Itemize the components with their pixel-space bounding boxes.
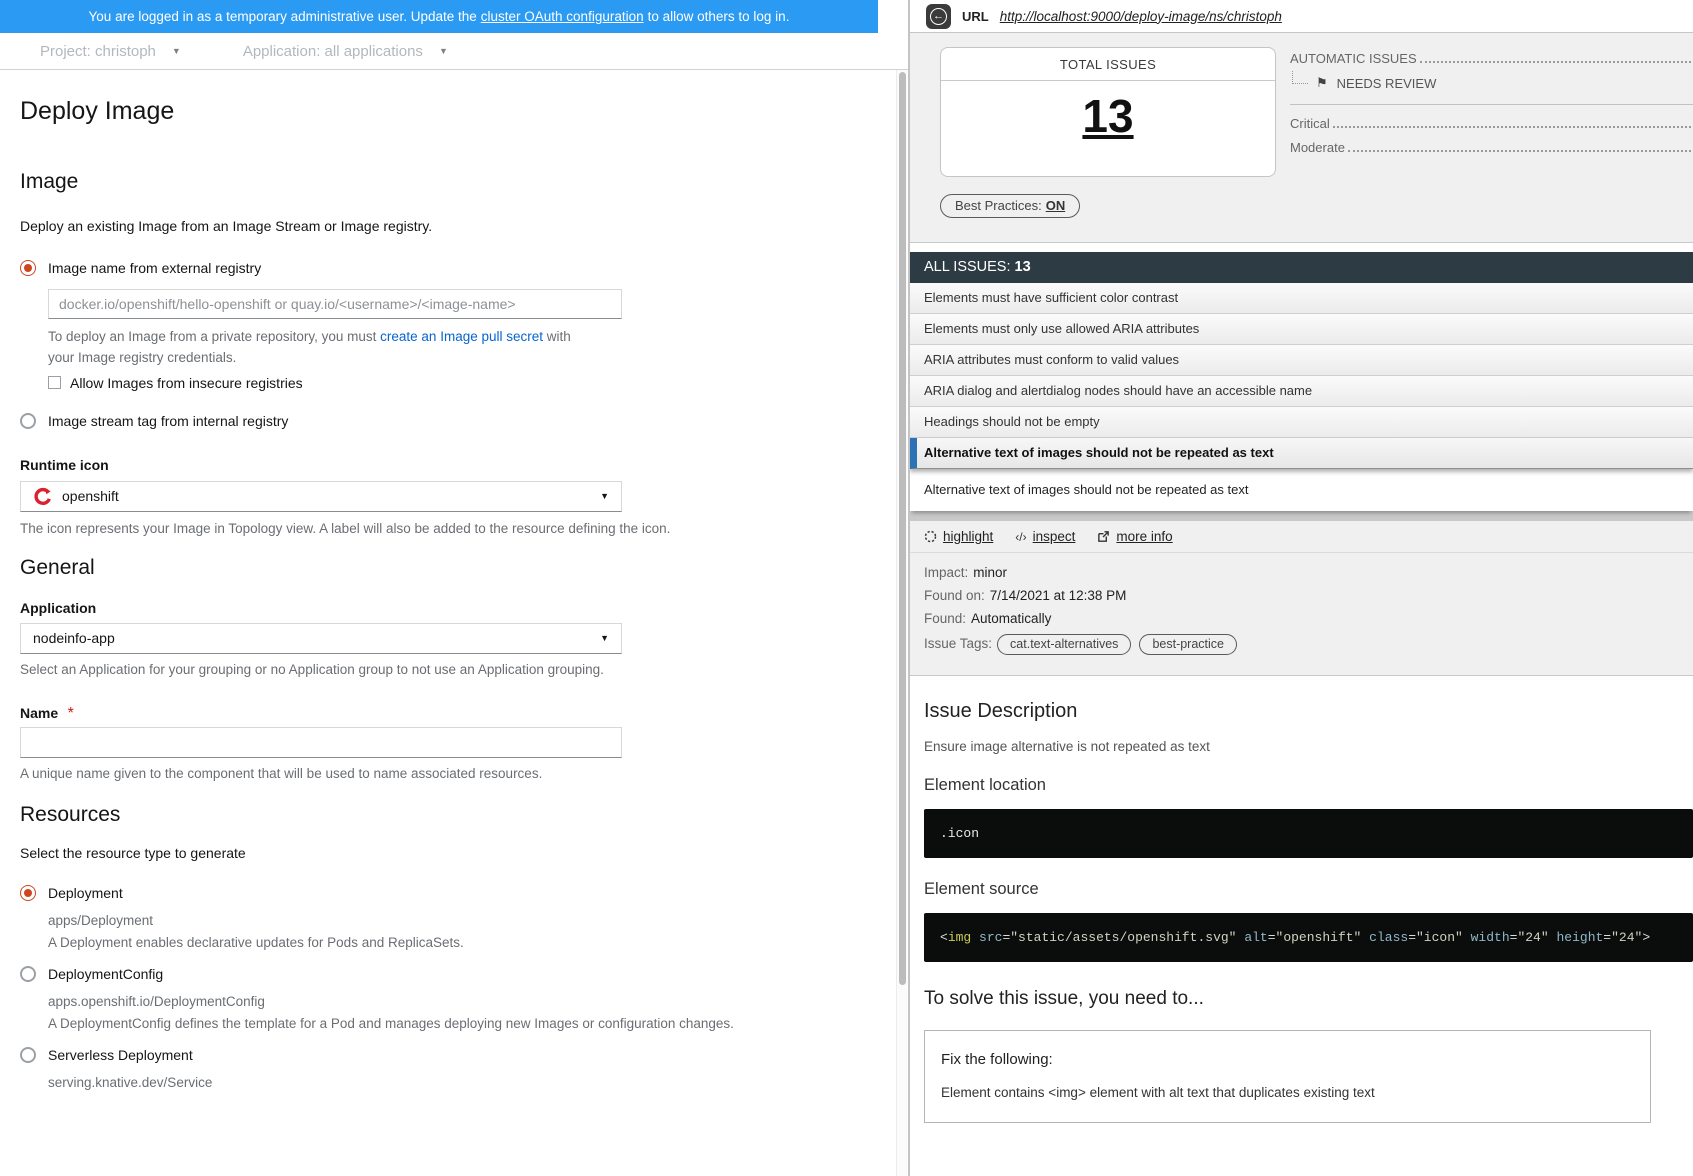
needs-review-row [1292, 75, 1693, 91]
highlight-icon [924, 530, 937, 543]
chevron-down-icon: ▼ [600, 491, 609, 502]
chevron-down-icon: ▼ [171, 46, 181, 56]
issue-tag-pill: best-practice [1139, 634, 1237, 655]
found-on-row [924, 588, 1679, 603]
resource-option-label: Deployment [48, 884, 123, 901]
issue-description-text: Ensure image alternative is not repeated as text [924, 739, 1210, 754]
code-token: width [1470, 930, 1510, 945]
best-practices-label: Best Practices: [955, 198, 1042, 213]
back-arrow-icon: ← [930, 8, 947, 25]
tested-url-link[interactable]: http://localhost:9000/deploy-image/ns/christoph [999, 8, 1282, 24]
project-selector-label: Project: christoph [40, 42, 156, 60]
checkbox-unchecked-icon [48, 376, 61, 389]
section-divider [910, 511, 1693, 521]
code-token [1361, 930, 1369, 945]
spacer [910, 243, 1693, 252]
application-label: Application [20, 599, 97, 616]
page-title: Deploy Image [20, 97, 175, 125]
external-link-icon [1097, 530, 1110, 543]
moderate-row [1290, 140, 1693, 155]
project-selector[interactable] [40, 43, 181, 60]
best-practices-state: ON [1045, 198, 1066, 213]
application-selector-label: Application: all applications [242, 42, 423, 60]
radio-resource-option[interactable] [20, 1047, 908, 1063]
code-token: "24" [1611, 930, 1643, 945]
all-issues-count: 13 [1014, 259, 1031, 275]
image-section-heading: Image [20, 170, 79, 193]
application-dropdown[interactable] [20, 623, 622, 654]
issue-list [910, 283, 1693, 469]
insecure-registries-checkbox[interactable] [48, 375, 908, 391]
runtime-icon-value: openshift [62, 488, 119, 505]
url-bar [910, 0, 1693, 33]
resources-section-heading: Resources [20, 802, 121, 826]
code-token: = [1509, 930, 1518, 945]
image-name-input[interactable] [48, 289, 622, 319]
highlight-label: highlight [943, 529, 994, 544]
issue-actions [910, 521, 1693, 553]
found-row [924, 611, 1679, 626]
issue-tags-row [924, 634, 1679, 655]
radio-image-external-registry[interactable] [20, 260, 908, 276]
fix-instructions-box [924, 1030, 1651, 1123]
runtime-icon-dropdown[interactable] [20, 481, 622, 512]
deploy-image-form [0, 70, 908, 1090]
stats-divider [1290, 104, 1693, 105]
name-help: A unique name given to the component that will be used to name associated resources. [20, 765, 543, 781]
inspect-label: inspect [1032, 529, 1076, 544]
resource-type-options [20, 885, 908, 1090]
total-issues-label: TOTAL ISSUES [941, 48, 1275, 81]
pull-secret-help [48, 327, 593, 369]
code-token: < [940, 930, 948, 945]
radio-label: Image stream tag from internal registry [48, 412, 289, 429]
general-section-heading: General [20, 555, 95, 579]
resource-option-description: A Deployment enables declarative updates for Pods and ReplicaSets. [48, 934, 464, 950]
more-info-label: more info [1116, 529, 1173, 544]
resource-option-label: DeploymentConfig [48, 965, 164, 982]
fix-text: Element contains <img> element with alt text that duplicates existing text [941, 1085, 1375, 1100]
code-token: = [1408, 930, 1416, 945]
inspect-action[interactable] [1015, 529, 1075, 544]
flag-icon: ⚑ [1316, 75, 1328, 90]
code-token: "icon" [1416, 930, 1463, 945]
found-on-label: Found on: [924, 588, 985, 603]
issue-tag-list [997, 634, 1237, 655]
name-label: Name [20, 704, 59, 721]
code-token [971, 930, 979, 945]
issue-description-section [910, 700, 1693, 1123]
dotted-leader [1348, 150, 1693, 152]
radio-unselected-icon [20, 413, 36, 429]
automatic-issues-row [1290, 51, 1693, 66]
code-token: img [947, 930, 972, 945]
banner-text-after: to allow others to log in. [647, 9, 790, 24]
automatic-issues-label: AUTOMATIC ISSUES [1290, 51, 1417, 66]
code-token: "24" [1517, 930, 1549, 945]
help-text-after: with your Image registry credentials. [48, 329, 571, 365]
needs-review-label: NEEDS REVIEW [1336, 75, 1437, 91]
runtime-icon-label: Runtime icon [20, 456, 109, 473]
application-value: nodeinfo-app [33, 630, 115, 647]
critical-label: Critical [1290, 116, 1330, 131]
chevron-down-icon: ▼ [600, 633, 609, 644]
chevron-down-icon: ▼ [438, 46, 448, 56]
found-value: Automatically [971, 611, 1052, 626]
issue-list-item[interactable]: Elements must have sufficient color contrast [910, 283, 1693, 314]
code-token [1463, 930, 1471, 945]
url-label: URL [962, 8, 989, 24]
radio-resource-option[interactable] [20, 885, 908, 901]
cluster-oauth-link[interactable]: cluster OAuth configuration [480, 9, 644, 24]
element-source-heading: Element source [924, 880, 1039, 898]
total-issues-card [940, 47, 1276, 177]
code-token: = [1267, 930, 1276, 945]
radio-unselected-icon [20, 966, 36, 982]
element-source-code [924, 913, 1693, 962]
all-issues-header [910, 252, 1693, 283]
code-token: height [1556, 930, 1604, 945]
impact-row [924, 565, 1679, 580]
context-toolbar [0, 33, 908, 70]
fix-heading: Fix the following: [941, 1051, 1053, 1068]
resource-option-api: apps/Deployment [48, 912, 154, 928]
resource-option-api: apps.openshift.io/DeploymentConfig [48, 993, 265, 1009]
element-location-heading: Element location [924, 776, 1046, 794]
radio-selected-icon [20, 260, 36, 276]
create-pull-secret-link[interactable]: create an Image pull secret [380, 329, 543, 344]
issue-detail-meta-section [910, 521, 1693, 676]
image-section-description: Deploy an existing Image from an Image Stream or Image registry. [20, 218, 433, 234]
code-token: > [1642, 930, 1651, 945]
radio-unselected-icon [20, 1047, 36, 1063]
name-input[interactable] [20, 727, 622, 758]
issues-summary-section [910, 33, 1693, 243]
radio-selected-icon [20, 885, 36, 901]
code-token: = [1603, 930, 1612, 945]
resource-option-description: A DeploymentConfig defines the template for a Pod and manages deploying new Images or configuration changes. [48, 1015, 734, 1031]
code-token: class [1369, 930, 1409, 945]
dotted-leader [1420, 61, 1693, 63]
login-info-banner [0, 0, 878, 33]
all-issues-label: ALL ISSUES: [924, 259, 1011, 275]
critical-row [1290, 116, 1693, 131]
solve-heading: To solve this issue, you need to... [924, 988, 1204, 1009]
moderate-label: Moderate [1290, 140, 1345, 155]
issue-breakdown [1290, 47, 1693, 177]
code-token: "openshift" [1275, 930, 1362, 945]
resource-option-api: serving.knative.dev/Service [48, 1074, 213, 1090]
required-asterisk: * [67, 704, 74, 722]
checkbox-label: Allow Images from insecure registries [70, 374, 303, 391]
accessibility-tool-pane [910, 0, 1693, 1176]
dotted-leader [1333, 126, 1693, 128]
resource-option-label: Serverless Deployment [48, 1046, 193, 1063]
back-button[interactable] [926, 4, 951, 29]
application-help: Select an Application for your grouping or no Application group to not use an Application grouping. [20, 661, 604, 677]
resources-description: Select the resource type to generate [20, 844, 246, 861]
impact-label: Impact: [924, 565, 969, 580]
help-text-before: To deploy an Image from a private repository, you must [48, 329, 381, 344]
element-location-code: .icon [924, 809, 1693, 858]
code-token: = [1002, 930, 1011, 945]
openshift-logo-icon [33, 487, 52, 506]
code-token: src [979, 930, 1003, 945]
found-on-value: 7/14/2021 at 12:38 PM [989, 588, 1127, 603]
found-label: Found: [924, 611, 967, 626]
left-pane-scrollbar[interactable] [896, 70, 907, 1176]
code-inspect-icon: ‹/› [1015, 529, 1027, 544]
best-practices-toggle[interactable] [940, 194, 1080, 218]
radio-resource-option[interactable] [20, 966, 908, 982]
radio-image-internal-registry[interactable] [20, 413, 908, 429]
banner-text-before: You are logged in as a temporary administrative user. Update the [88, 9, 477, 24]
issue-list-item[interactable]: Elements must only use allowed ARIA attributes [910, 314, 1693, 345]
application-selector[interactable] [243, 43, 448, 60]
issue-tags-label: Issue Tags: [924, 636, 993, 652]
issue-list-item[interactable]: ARIA dialog and alertdialog nodes should have an accessible name [910, 376, 1693, 407]
radio-label: Image name from external registry [48, 260, 262, 276]
total-issues-count[interactable]: 13 [1082, 90, 1134, 142]
issue-list-item-selected[interactable]: Alternative text of images should not be repeated as text [910, 438, 1693, 469]
issue-description-heading: Issue Description [924, 700, 1078, 722]
impact-value: minor [973, 565, 1008, 580]
issue-detail-title: Alternative text of images should not be repeated as text [910, 469, 1693, 511]
issue-list-item[interactable]: Headings should not be empty [910, 407, 1693, 438]
scrollbar-thumb[interactable] [899, 72, 906, 985]
highlight-action[interactable] [924, 529, 993, 544]
issue-list-item[interactable]: ARIA attributes must conform to valid values [910, 345, 1693, 376]
runtime-icon-help: The icon represents your Image in Topology view. A label will also be added to the resource defining the icon. [20, 520, 671, 536]
code-token: "static/assets/openshift.svg" [1010, 930, 1237, 945]
more-info-action[interactable] [1097, 529, 1172, 544]
code-token: alt [1244, 930, 1268, 945]
issue-tag-pill: cat.text-alternatives [997, 634, 1131, 655]
tree-connector [1292, 71, 1308, 84]
